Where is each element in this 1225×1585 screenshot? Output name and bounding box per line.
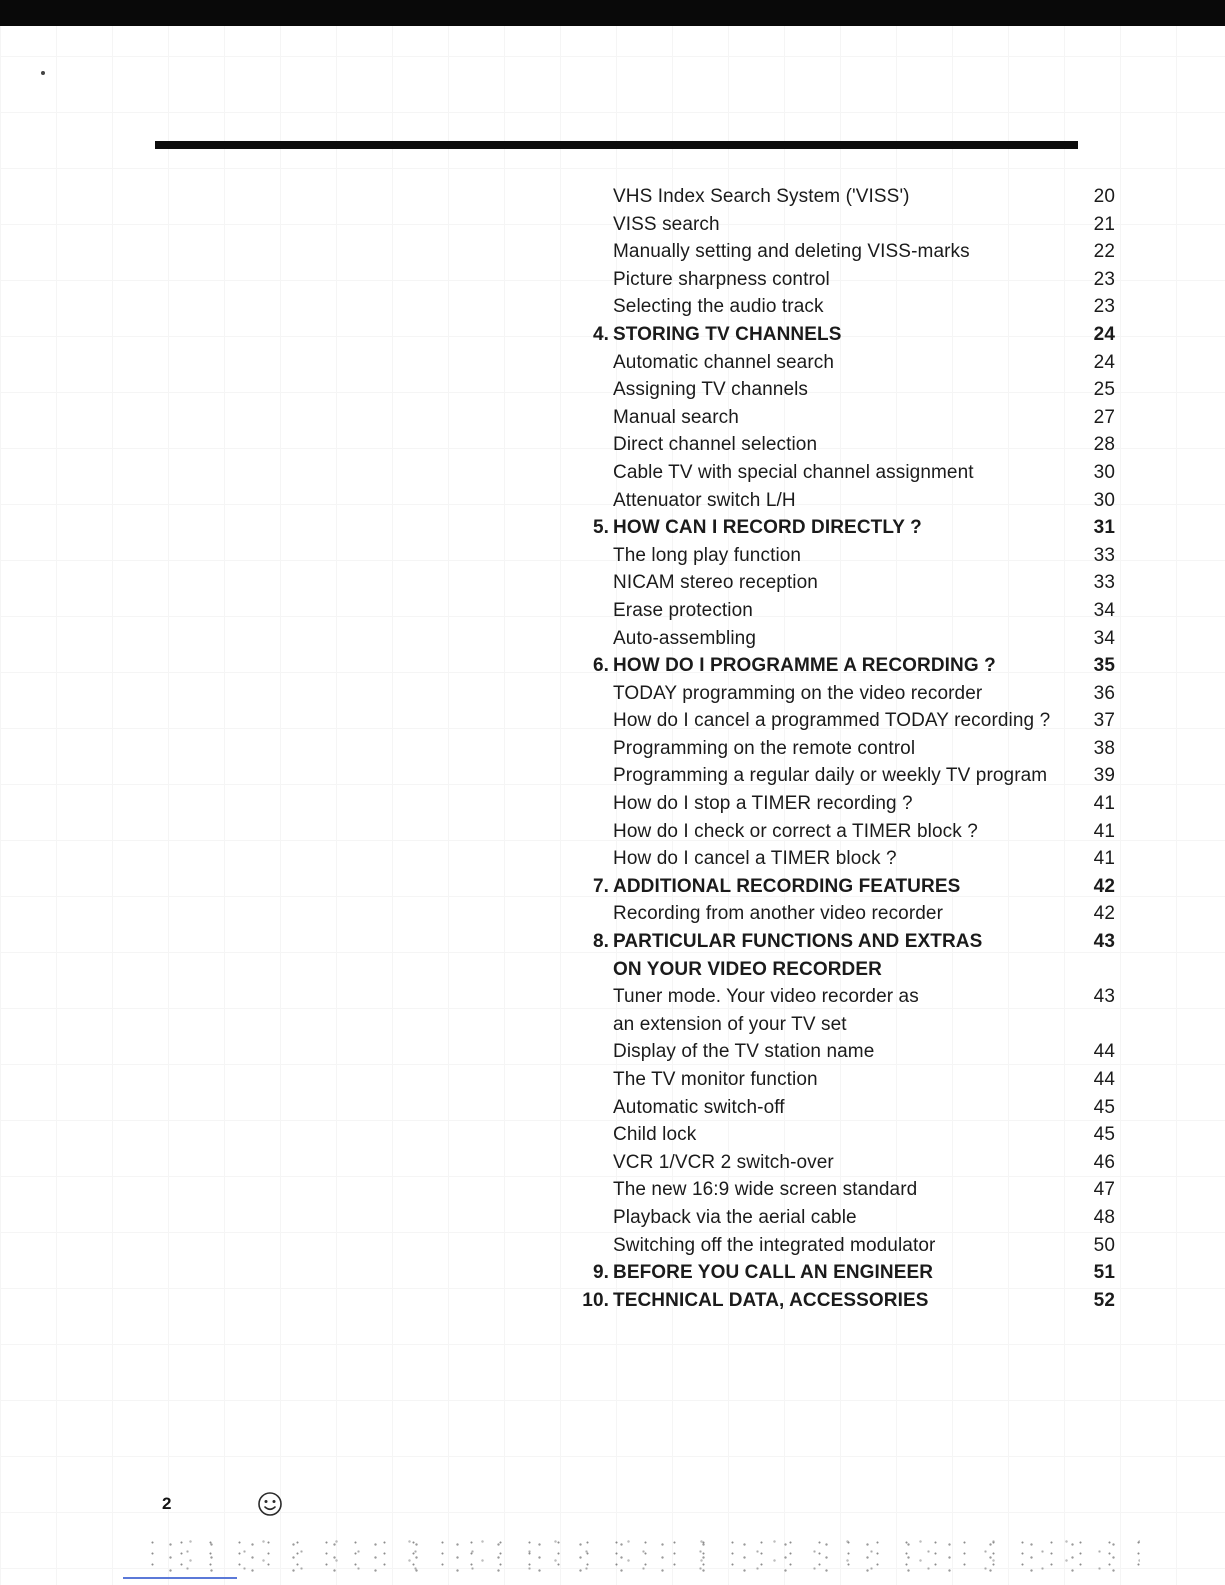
- blue-underline-mark: [123, 1577, 237, 1579]
- toc-entry-number: [575, 707, 609, 735]
- toc-entry-label: Auto-assembling: [613, 627, 757, 649]
- toc-item-row: [575, 680, 1115, 708]
- toc-entry-label: Programming a regular daily or weekly TV program: [613, 765, 1048, 787]
- toc-item-row: [575, 1232, 1115, 1260]
- toc-entry-number: [575, 404, 609, 432]
- toc-entry-label: HOW DO I PROGRAMME A RECORDING ?: [613, 655, 996, 677]
- toc-entry-page: 46: [1093, 1151, 1115, 1173]
- toc-entry-number: [575, 983, 609, 1011]
- toc-entry-page: 44: [1093, 1069, 1115, 1090]
- toc-entry-page: 45: [1093, 1096, 1115, 1118]
- toc-entry-label: STORING TV CHANNELS: [613, 323, 842, 345]
- toc-entry-label: ADDITIONAL RECORDING FEATURES: [613, 875, 961, 897]
- toc-entry-label: VCR 1/VCR 2 switch-over: [613, 1151, 834, 1173]
- toc-entry-page: 41: [1093, 793, 1115, 815]
- toc-entry-label: Picture sharpness control: [613, 268, 830, 290]
- toc-entry-label: Automatic switch-off: [613, 1096, 785, 1118]
- toc-item-row: [575, 597, 1115, 625]
- toc-item-row: [575, 349, 1115, 377]
- toc-entry-number: [575, 956, 609, 984]
- toc-entry-number: [575, 487, 609, 515]
- toc-entry-label: Cable TV with special channel assignment: [613, 461, 974, 483]
- top-scan-bar: [0, 0, 1225, 26]
- toc-entry-page: 50: [1093, 1234, 1115, 1256]
- toc-entry-label: Selecting the audio track: [613, 296, 824, 318]
- toc-entry-page: 35: [1093, 655, 1115, 677]
- toc-entry-label: ON YOUR VIDEO RECORDER: [613, 958, 882, 980]
- toc-entry-number: [575, 1149, 609, 1177]
- toc-entry-label: VHS Index Search System ('VISS'): [613, 186, 910, 207]
- toc-entry-number: [575, 735, 609, 763]
- toc-entry-label: How do I cancel a TIMER block ?: [613, 848, 897, 870]
- toc-entry-number: 10.: [582, 1289, 609, 1311]
- toc-entry-page: 30: [1093, 461, 1115, 483]
- toc-item-row: [575, 266, 1115, 294]
- toc-entry-page: 28: [1093, 434, 1115, 456]
- toc-entry-page: [1073, 956, 1115, 984]
- toc-entry-number: [575, 1232, 609, 1260]
- toc-entry-page: 42: [1093, 903, 1115, 925]
- toc-entry-number: [575, 1094, 609, 1122]
- toc-entry-label: Automatic channel search: [613, 351, 835, 373]
- toc-entry-number: [575, 183, 609, 211]
- toc-entry-number: [575, 818, 609, 846]
- toc-entry-label: HOW CAN I RECORD DIRECTLY ?: [613, 517, 922, 539]
- toc-item-row: [575, 956, 1115, 984]
- toc-entry-number: [575, 293, 609, 321]
- toc-entry-number: [575, 1011, 609, 1039]
- toc-item-row: [575, 845, 1115, 873]
- toc-entry-page: 48: [1093, 1206, 1115, 1228]
- toc-item-row: [575, 1066, 1115, 1094]
- toc-item-row: [575, 376, 1115, 404]
- toc-section-row: [575, 1259, 1115, 1287]
- toc-item-row: [575, 818, 1115, 846]
- toc-entry-number: 6.: [592, 655, 609, 677]
- toc-entry-number: [575, 790, 609, 818]
- toc-entry-page: 44: [1093, 1041, 1115, 1063]
- toc-entry-label: Tuner mode. Your video recorder as: [613, 986, 919, 1008]
- toc-entry-number: [575, 1066, 609, 1094]
- toc-item-row: [575, 487, 1115, 515]
- toc-entry-number: 8.: [592, 931, 609, 953]
- toc-entry-label: an extension of your TV set: [613, 1013, 847, 1035]
- toc-entry-page: 42: [1093, 875, 1115, 897]
- toc-section-row: [575, 873, 1115, 901]
- toc-list: [575, 183, 1115, 1314]
- toc-entry-label: Display of the TV station name: [613, 1041, 875, 1063]
- toc-entry-label: TODAY programming on the video recorder: [613, 682, 983, 704]
- toc-entry-label: Assigning TV channels: [613, 379, 809, 401]
- toc-entry-page: 38: [1093, 737, 1115, 759]
- toc-entry-page: 52: [1093, 1289, 1115, 1311]
- toc-item-row: [575, 404, 1115, 432]
- toc-item-row: [575, 1094, 1115, 1122]
- toc-entry-number: [575, 900, 609, 928]
- toc-entry-page: 20: [1093, 186, 1115, 207]
- toc-item-row: [575, 431, 1115, 459]
- toc-entry-page: 43: [1093, 986, 1115, 1008]
- toc-entry-page: 51: [1093, 1262, 1115, 1284]
- toc-entry-page: 22: [1093, 241, 1115, 263]
- toc-item-row: [575, 1121, 1115, 1149]
- toc-entry-number: [575, 376, 609, 404]
- toc-item-row: [575, 459, 1115, 487]
- toc-item-row: [575, 569, 1115, 597]
- toc-entry-number: [575, 597, 609, 625]
- toc-entry-label: The TV monitor function: [613, 1069, 818, 1090]
- toc-item-row: [575, 625, 1115, 653]
- toc-section-row: [575, 928, 1115, 956]
- toc-entry-page: 43: [1093, 931, 1115, 953]
- toc-entry-page: 31: [1093, 517, 1115, 539]
- toc-entry-page: 41: [1093, 820, 1115, 842]
- toc-entry-number: [575, 845, 609, 873]
- toc-entry-number: [575, 266, 609, 294]
- toc-item-row: [575, 707, 1115, 735]
- toc-item-row: [575, 211, 1115, 239]
- stray-ink-dot: [41, 71, 45, 75]
- toc-entry-label: How do I stop a TIMER recording ?: [613, 793, 913, 815]
- toc-section-row: [575, 652, 1115, 680]
- toc-entry-label: Manually setting and deleting VISS-marks: [613, 241, 970, 263]
- toc-entry-label: PARTICULAR FUNCTIONS AND EXTRAS: [613, 931, 983, 953]
- toc-entry-label: NICAM stereo reception: [613, 572, 818, 594]
- toc-entry-label: BEFORE YOU CALL AN ENGINEER: [613, 1262, 934, 1284]
- toc-entry-number: [575, 459, 609, 487]
- toc-item-row: [575, 293, 1115, 321]
- toc-item-row: [575, 542, 1115, 570]
- toc-section-row: [575, 321, 1115, 349]
- toc-item-row: [575, 735, 1115, 763]
- toc-entry-number: [575, 1176, 609, 1204]
- toc-item-row: [575, 1149, 1115, 1177]
- toc-item-row: [575, 238, 1115, 266]
- toc-entry-page: 39: [1093, 765, 1115, 787]
- toc-entry-label: The new 16:9 wide screen standard: [613, 1179, 918, 1201]
- toc-entry-label: Manual search: [613, 406, 739, 428]
- toc-entry-label: TECHNICAL DATA, ACCESSORIES: [613, 1289, 929, 1311]
- toc-entry-number: [575, 211, 609, 239]
- toc-entry-page: 34: [1093, 599, 1115, 621]
- toc-entry-number: 9.: [592, 1262, 609, 1284]
- toc-entry-label: Child lock: [613, 1124, 697, 1146]
- toc-entry-page: 33: [1093, 544, 1115, 566]
- toc-entry-label: How do I check or correct a TIMER block ?: [613, 820, 978, 842]
- toc-section-row: [575, 514, 1115, 542]
- toc-entry-page: 21: [1093, 213, 1115, 235]
- toc-entry-label: Erase protection: [613, 599, 753, 621]
- section-divider-rule: [155, 141, 1078, 149]
- toc-entry-number: [575, 625, 609, 653]
- toc-entry-page: 30: [1093, 489, 1115, 511]
- toc-entry-page: [1073, 1011, 1115, 1039]
- toc-entry-page: 23: [1093, 296, 1115, 318]
- toc-entry-page: 24: [1093, 351, 1115, 373]
- toc-entry-page: 27: [1093, 406, 1115, 428]
- toc-entry-label: VISS search: [613, 213, 720, 235]
- toc-entry-number: [575, 1204, 609, 1232]
- toc-entry-page: 24: [1093, 323, 1115, 345]
- toc-entry-number: 7.: [592, 875, 609, 897]
- toc-entry-number: [575, 542, 609, 570]
- scan-noise: [150, 1536, 1140, 1574]
- toc-entry-page: 47: [1093, 1179, 1115, 1201]
- toc-entry-label: Recording from another video recorder: [613, 903, 944, 925]
- toc-entry-label: Programming on the remote control: [613, 737, 916, 759]
- toc-entry-label: The long play function: [613, 544, 802, 566]
- toc-entry-number: [575, 238, 609, 266]
- toc-item-row: [575, 762, 1115, 790]
- toc-entry-page: 37: [1093, 710, 1115, 732]
- toc-entry-number: 5.: [592, 517, 609, 539]
- toc-entry-page: 25: [1093, 379, 1115, 401]
- toc-item-row: [575, 1038, 1115, 1066]
- toc-entry-label: Switching off the integrated modulator: [613, 1234, 936, 1256]
- toc-entry-number: [575, 1038, 609, 1066]
- toc-entry-number: [575, 569, 609, 597]
- toc-entry-page: 45: [1093, 1124, 1115, 1146]
- toc-item-row: [575, 900, 1115, 928]
- toc-entry-number: [575, 762, 609, 790]
- toc-item-row: [575, 183, 1115, 211]
- toc-entry-label: Playback via the aerial cable: [613, 1206, 857, 1228]
- toc-item-row: [575, 1204, 1115, 1232]
- toc-entry-page: 33: [1093, 572, 1115, 594]
- toc-item-row: [575, 983, 1115, 1011]
- toc-section-row: [575, 1287, 1115, 1315]
- toc-entry-page: 23: [1093, 268, 1115, 290]
- toc-entry-label: How do I cancel a programmed TODAY recording ?: [613, 710, 1051, 732]
- smiley-icon: [256, 1490, 284, 1518]
- toc-entry-label: Direct channel selection: [613, 434, 818, 456]
- toc-entry-number: [575, 431, 609, 459]
- toc-item-row: [575, 1176, 1115, 1204]
- toc-entry-number: [575, 349, 609, 377]
- toc-item-row: [575, 1011, 1115, 1039]
- toc-entry-page: 41: [1093, 848, 1115, 870]
- toc-entry-number: [575, 680, 609, 708]
- toc-entry-number: [575, 1121, 609, 1149]
- toc-entry-page: 36: [1093, 682, 1115, 704]
- toc-entry-number: 4.: [592, 323, 609, 345]
- toc-entry-page: 34: [1093, 627, 1115, 649]
- toc-entry-label: Attenuator switch L/H: [613, 489, 796, 511]
- page-number: 2: [162, 1494, 172, 1513]
- toc-item-row: [575, 790, 1115, 818]
